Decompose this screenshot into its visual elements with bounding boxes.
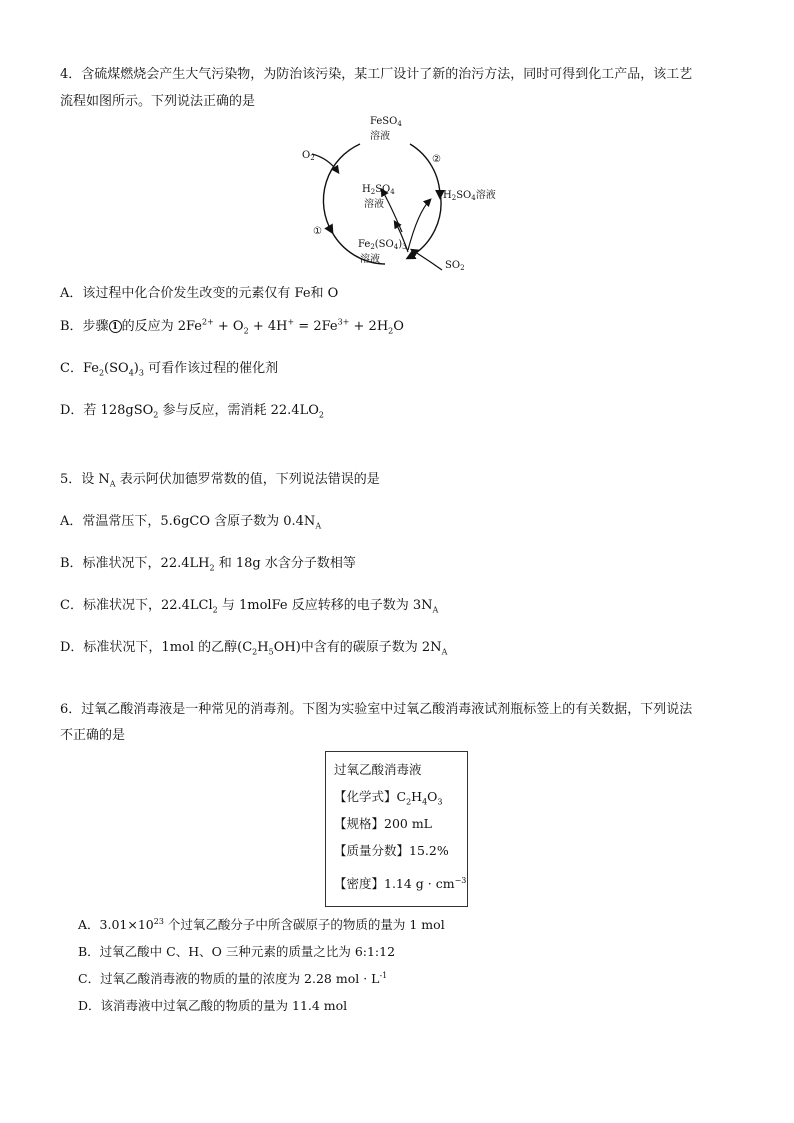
fe2so43-solution: 溶液 bbox=[360, 254, 380, 265]
feso4-label: FeSO$_4$ bbox=[370, 116, 402, 128]
q6-stem-line2: 不正确的是 bbox=[60, 728, 126, 743]
label-formula: 【化学式】$C_2H_4O_3$ bbox=[334, 789, 443, 807]
q4-option-c: C．$Fe_2(SO_4)_3$ 可看作该过程的催化剂 bbox=[60, 361, 279, 378]
q6-option-d: D．该消毒液中过氧乙酸的物质的量为 11.4 mol bbox=[78, 998, 348, 1013]
q4-stem-line1: 4．含硫煤燃烧会产生大气污染物，为防治该污染，某工厂设计了新的治污方法，同时可得到化工产品，该工艺 bbox=[60, 67, 693, 82]
step2-label: ② bbox=[432, 154, 441, 165]
label-mass-fraction: 【质量分数】15.2% bbox=[334, 843, 449, 858]
label-spec: 【规格】200 mL bbox=[334, 816, 432, 831]
reagent-label-box bbox=[325, 751, 468, 907]
so2-arrow bbox=[412, 250, 442, 270]
q4-flow-diagram bbox=[290, 112, 496, 277]
q4-stem-line2: 流程如图所示。下列说法正确的是 bbox=[60, 94, 256, 109]
cycle-arc-right bbox=[410, 144, 440, 197]
fe2so43-label: $Fe_2(SO_4)_3$ bbox=[358, 239, 407, 251]
q5-option-b: B．标准状况下，$22.4LH_2$ 和 18g 水含分子数相等 bbox=[60, 556, 356, 573]
feso4-solution-label: 溶液 bbox=[370, 131, 390, 142]
q4-option-b: B．步骤 1 的反应为 $2Fe^{2+} + O_2 + 4H^+ = 2Fe^{3+} + 2H_2O$ bbox=[60, 317, 404, 336]
q6-option-c: C．过氧乙酸消毒液的物质的量的浓度为 2.28 mol · $L^{-1}$ bbox=[78, 970, 388, 986]
q4-option-a: A．该过程中化合价发生改变的元素仅有 Fe和 O bbox=[60, 286, 339, 301]
q5-option-d: D．标准状况下，1mol 的乙醇$(C_2H_5OH)$中含有的碳原子数为 $2N_A$ bbox=[60, 640, 448, 657]
step1-circled-number: 1 bbox=[109, 320, 122, 333]
cycle-arc-bottom-right bbox=[408, 192, 441, 258]
q6-option-a: A．$3.01\times 10^{23}$ 个过氧乙酸分子中所含碳原子的物质的量为 1 mol bbox=[78, 916, 445, 932]
q6-option-b: B．过氧乙酸中 C、H、O 三种元素的质量之比为 6:1:12 bbox=[78, 944, 396, 959]
step1-label: ① bbox=[313, 226, 322, 237]
q6-stem-line1: 6．过氧乙酸消毒液是一种常见的消毒剂。下图为实验室中过氧乙酸消毒液试剂瓶标签上的有关数据，下列说法 bbox=[60, 702, 693, 717]
h2so4-out-label: $H_2SO_4$溶液 bbox=[443, 190, 496, 202]
h2so4-inner-label: $H_2SO_4$ bbox=[362, 184, 395, 196]
q4-option-d: D．若 128gSO$_2$ 参与反应，需消耗 $22.4LO_2$ bbox=[60, 403, 324, 420]
o2-arrow bbox=[312, 154, 338, 172]
cycle-arc-left bbox=[323, 144, 360, 232]
q5-stem: 5．设 $N_A$ 表示阿伏加德罗常数的值，下列说法错误的是 bbox=[60, 472, 380, 489]
h2so4-inner-solution: 溶液 bbox=[364, 199, 384, 210]
h2so4-inner-arrow bbox=[382, 190, 402, 232]
label-title: 过氧乙酸消毒液 bbox=[334, 762, 422, 777]
q5-option-c: C．标准状况下，22.4LCl$_2$ 与 1molFe 反应转移的电子数为 $3N_A$ bbox=[60, 598, 439, 615]
label-density: 【密度】1.14 $g \cdot cm^{-3}$ bbox=[334, 875, 467, 891]
q4-cycle-svg bbox=[290, 112, 496, 277]
so2-label: $SO_2$ bbox=[445, 260, 465, 272]
q5-option-a: A．常温常压下，5.6gCO 含原子数为 $0.4N_A$ bbox=[60, 514, 322, 531]
o2-label: $O_2$ bbox=[302, 150, 315, 162]
